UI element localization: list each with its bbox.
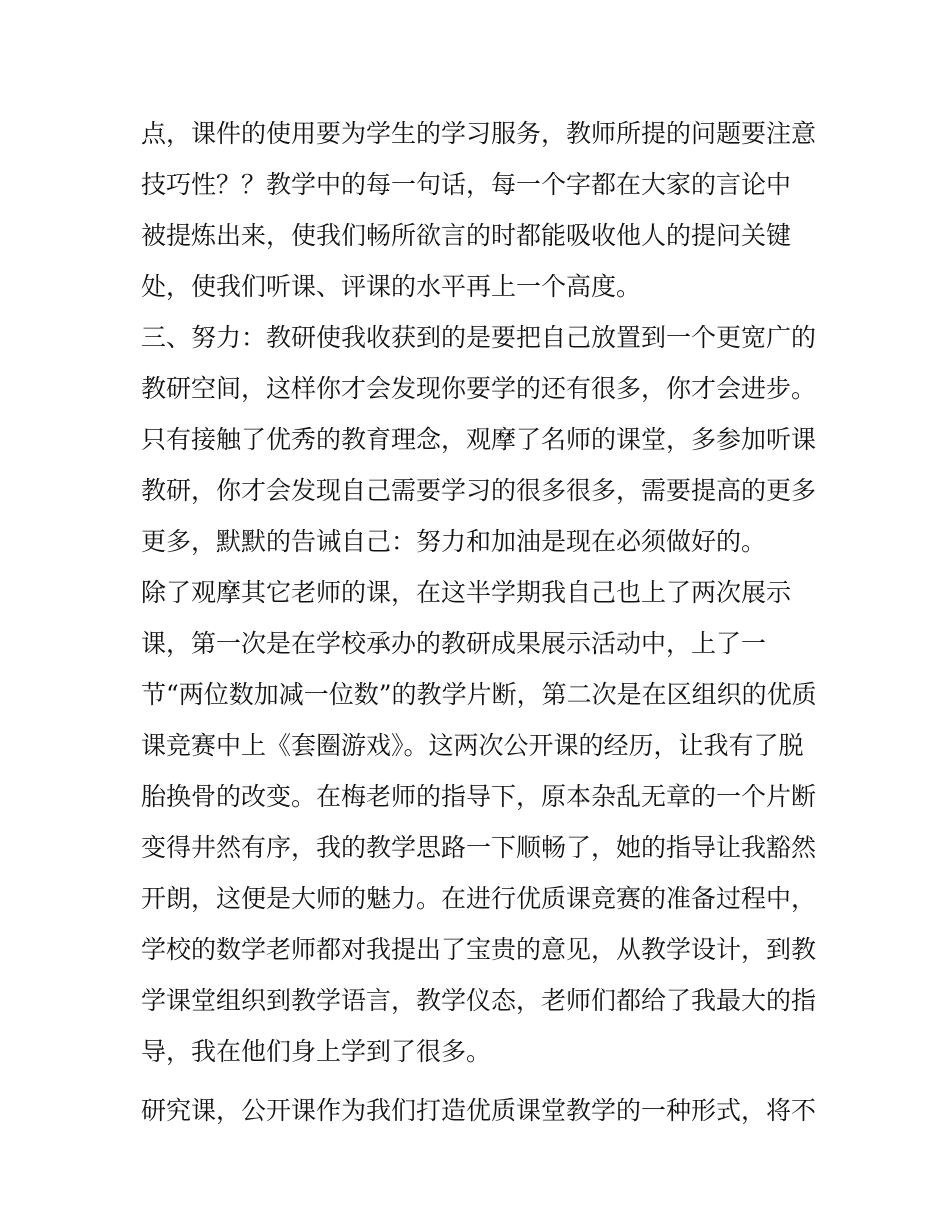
text-line: 除了观摩其它老师的课，在这半学期我自己也上了两次展示 [141, 578, 792, 607]
text-line: 三、努力：教研使我收获到的是要把自己放置到一个更宽广的 [141, 323, 817, 352]
text-line: 更多，默默的告诫自己：努力和加油是现在必须做好的。 [141, 527, 767, 556]
text-line: 被提炼出来，使我们畅所欲言的时都能吸收他人的提问关键 [141, 221, 792, 250]
text-line: 教研，你才会发现自己需要学习的很多很多，需要提高的更多 [141, 476, 817, 505]
text-line: 胎换骨的改变。在梅老师的指导下，原本杂乱无章的一个片断 [141, 782, 817, 811]
text-line: 研究课，公开课作为我们打造优质课堂教学的一种形式，将不 [141, 1096, 817, 1125]
text-line: 处，使我们听课、评课的水平再上一个高度。 [141, 272, 642, 301]
text-line: 导，我在他们身上学到了很多。 [141, 1037, 492, 1066]
text-line: 教研空间，这样你才会发现你要学的还有很多，你才会进步。 [141, 374, 817, 403]
text-line: 只有接触了优秀的教育理念，观摩了名师的课堂，多参加听课 [141, 425, 817, 454]
text-line: 开朗，这便是大师的魅力。在进行优质课竞赛的准备过程中， [141, 884, 817, 913]
text-line: 节“两位数加减一位数”的教学片断，第二次是在区组织的优质 [141, 680, 817, 709]
text-line: 点，课件的使用要为学生的学习服务，教师所提的问题要注意 [141, 119, 817, 148]
body-text [141, 108, 821, 1136]
text-line: 课竞赛中上《套圈游戏》。这两次公开课的经历，让我有了脱 [141, 731, 804, 760]
text-line: 学课堂组织到教学语言，教学仪态，老师们都给了我最大的指 [141, 986, 817, 1015]
text-line: 变得井然有序，我的教学思路一下顺畅了，她的指导让我豁然 [141, 833, 817, 862]
text-line: 学校的数学老师都对我提出了宝贵的意见，从教学设计，到教 [141, 935, 817, 964]
text-line: 课，第一次是在学校承办的教研成果展示活动中，上了一 [141, 629, 767, 658]
text-line: 技巧性？？教学中的每一句话，每一个字都在大家的言论中 [141, 170, 792, 199]
